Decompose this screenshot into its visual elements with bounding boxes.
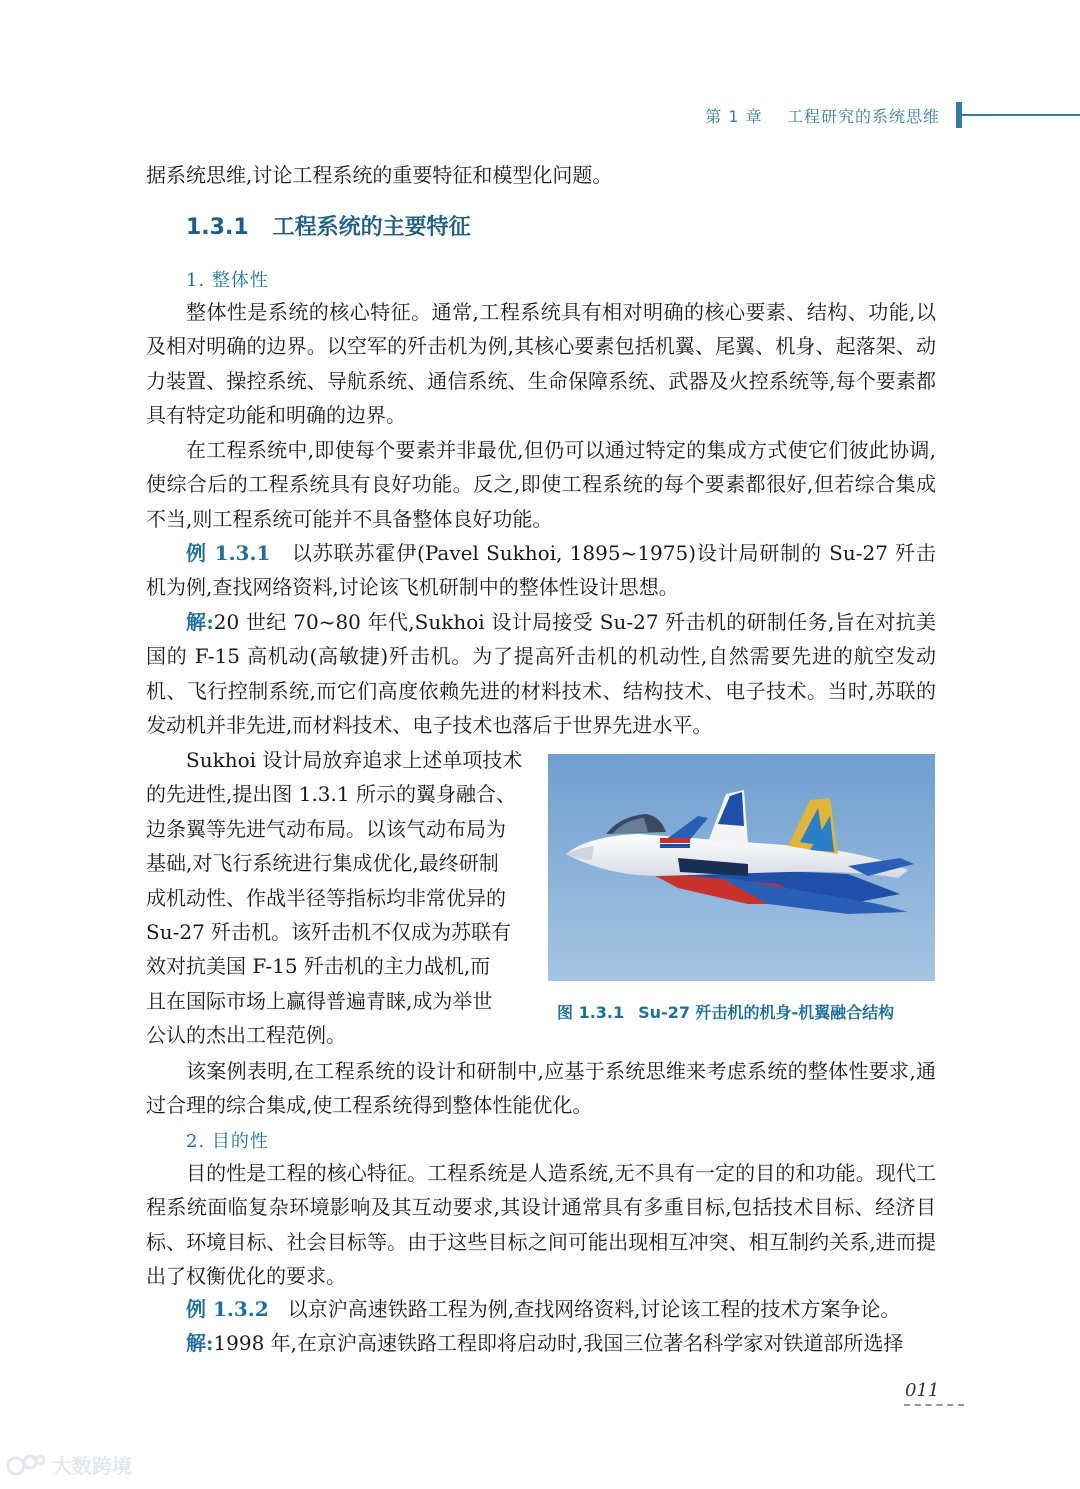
paragraph-wholeness-1: 整体性是系统的核心特征。通常,工程系统具有相对明确的核心要素、结构、功能,以及相对明确的边界。以空军的歼击机为例,其核心要素包括机翼、尾翼、机身、起落架、动力装置、操控系统、导航系统、通信系统、生命保障系统、武器及火控系统等,每个要素都具有特定功能和明确的边界。: [146, 300, 936, 428]
subheading-purposiveness: 2. 目的性: [186, 1131, 269, 1152]
header-rule: [962, 114, 1080, 116]
example-1-3-1: [146, 536, 936, 605]
wrap-line: 效对抗美国 F-15 歼击机的主力战机,而: [146, 954, 491, 979]
example-label: 例 1.3.2: [186, 1297, 269, 1321]
example-text: 以苏联苏霍伊(Pavel Sukhoi, 1895~1975)设计局研制的 Su-27 歼击机为例,查找网络资料,讨论该飞机研制中的整体性设计思想。: [146, 541, 936, 600]
page-number-rule: [904, 1404, 964, 1406]
subheading-wholeness: 1. 整体性: [186, 270, 269, 291]
example-1-3-2: [146, 1292, 936, 1326]
wrap-line: 且在国际市场上赢得普遍青睐,成为举世: [146, 988, 493, 1013]
watermark: [6, 1450, 132, 1479]
section-title: 工程系统的主要特征: [272, 215, 471, 240]
solution-1: [146, 605, 936, 743]
figure-label: 图 1.3.1: [557, 1003, 625, 1022]
example-text: 以京沪高速铁路工程为例,查找网络资料,讨论该工程的技术方案争论。: [287, 1297, 901, 1321]
solution-text: 20 世纪 70~80 年代,Sukhoi 设计局接受 Su-27 歼击机的研制任务,旨在对抗美国的 F-15 高机动(高敏捷)歼击机。为了提高歼击机的机动性,自然需要先进的航空发动机、飞行控制系统,而它们高度依赖先进的材料技术、结构技术、电子技术。当时,苏联的发动机并非先进,而材料技术、电子技术也落后于世界先进水平。: [146, 610, 936, 738]
chapter-title: 工程研究的系统思维: [786, 107, 940, 126]
wrap-line: 边条翼等先进气动布局。以该气动布局为: [146, 816, 506, 841]
solution-label: 解:: [186, 1331, 214, 1355]
intro-line: 据系统思维,讨论工程系统的重要特征和模型化问题。: [146, 163, 613, 187]
section-heading: [186, 210, 471, 241]
paragraph-case-conclusion: 该案例表明,在工程系统的设计和研制中,应基于系统思维来考虑系统的整体性要求,通过合理的综合集成,使工程系统得到整体性能优化。: [146, 1059, 936, 1118]
su27-jet-image: [548, 754, 935, 981]
wrap-line: Sukhoi 设计局放弃追求上述单项技术: [186, 748, 523, 772]
wrap-line: 的先进性,提出图 1.3.1 所示的翼身融合、: [146, 782, 516, 807]
su27-figure: [548, 754, 935, 981]
figure-caption-text: Su-27 歼击机的机身-机翼融合结构: [638, 1003, 895, 1022]
paragraph-purposiveness: 目的性是工程的核心特征。工程系统是人造系统,无不具有一定的目的和功能。现代工程系统面临复杂环境影响及其互动要求,其设计通常具有多重目标,包括技术目标、经济目标、环境目标、社会目标等。由于这些目标之间可能出现相互冲突、相互制约关系,进而提出了权衡优化的要求。: [146, 1161, 936, 1289]
wrap-line: 公认的杰出工程范例。: [146, 1023, 346, 1048]
section-number: 1.3.1: [186, 215, 249, 240]
running-header: [705, 104, 940, 127]
watermark-text: 大数跨境: [52, 1454, 132, 1478]
paragraph-wholeness-2: 在工程系统中,即使每个要素并非最优,但仍可以通过特定的集成方式使它们彼此协调,使综合后的工程系统具有良好功能。反之,即使工程系统的每个要素都很好,但若综合集成不当,则工程系统可能并不具备整体良好功能。: [146, 438, 936, 531]
solution-label: 解:: [186, 610, 214, 634]
wrap-line: 基础,对飞行系统进行集成优化,最终研制: [146, 851, 499, 876]
wrap-line: 成机动性、作战半径等指标均非常优异的: [146, 885, 506, 910]
solution-text: 1998 年,在京沪高速铁路工程即将启动时,我国三位著名科学家对铁道部所选择: [213, 1331, 904, 1355]
wrapped-text: [146, 743, 526, 1053]
page-number: 011: [905, 1380, 940, 1401]
wrap-line: Su-27 歼击机。该歼击机不仅成为苏联有: [146, 920, 512, 945]
watermark-logo-icon: [6, 1452, 46, 1478]
chapter-number: 第 1 章: [705, 107, 763, 126]
solution-2: [146, 1326, 936, 1360]
figure-caption: [557, 1000, 894, 1023]
example-label: 例 1.3.1: [186, 541, 271, 565]
